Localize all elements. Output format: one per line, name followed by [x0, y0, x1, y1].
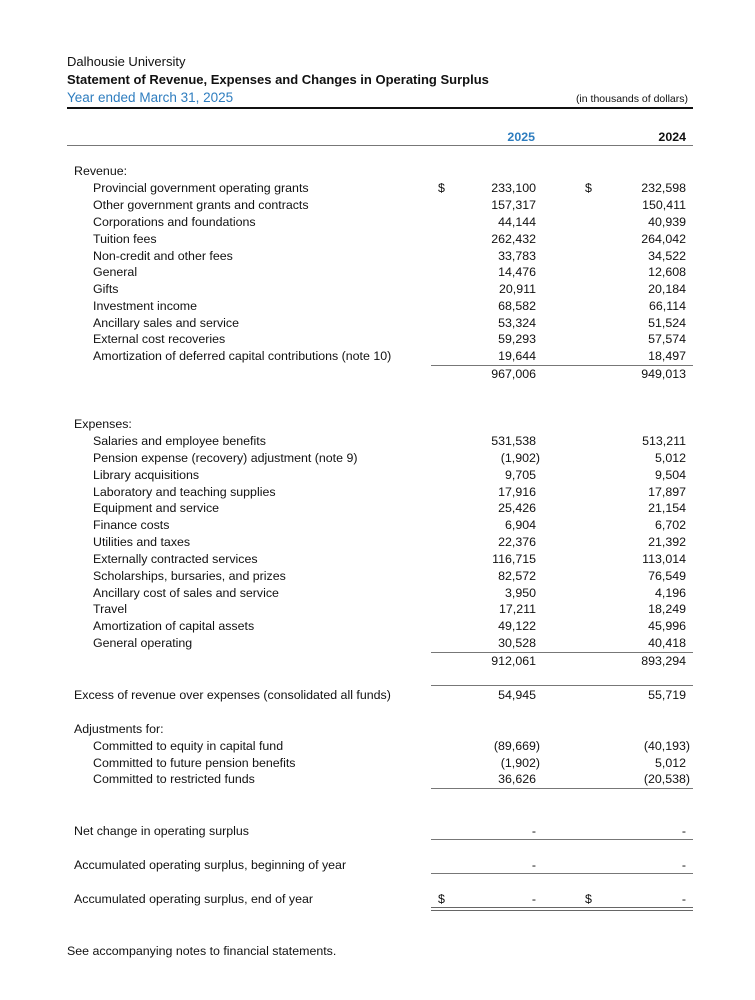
value-2024: 150,411	[642, 198, 686, 212]
row-label: Committed to equity in capital fund	[93, 739, 284, 753]
section-label: Expenses:	[74, 417, 132, 431]
currency-symbol: $	[585, 181, 592, 195]
table-row	[0, 215, 755, 232]
table-row	[0, 299, 755, 316]
table-row	[0, 535, 755, 552]
value-2025: 9,705	[504, 468, 536, 482]
row-label: Committed to future pension benefits	[93, 756, 296, 770]
table-row	[0, 602, 755, 619]
value-2025: 22,376	[498, 535, 536, 549]
value-2025: 59,293	[498, 332, 536, 346]
value-2024: 76,549	[648, 569, 686, 583]
value-2024: 4,196	[654, 586, 686, 600]
value-2024: 21,154	[648, 501, 686, 515]
excess-rule	[431, 685, 693, 686]
value-2024: -	[681, 824, 686, 838]
value-2024: 55,719	[648, 688, 686, 702]
table-row	[0, 349, 755, 366]
value-2024: (20,538)	[643, 772, 690, 786]
beginning-balance-rule	[431, 873, 693, 874]
value-2025: 49,122	[498, 619, 536, 633]
total-2024: 893,294	[641, 654, 686, 668]
value-2024: -	[681, 858, 686, 872]
value-2025: 53,324	[498, 316, 536, 330]
row-label: General	[93, 265, 138, 279]
value-2025: -	[531, 824, 536, 838]
table-row	[0, 518, 755, 535]
row-label: Ancillary cost of sales and service	[93, 586, 279, 600]
net-change-rule	[431, 839, 693, 840]
statement-title: Statement of Revenue, Expenses and Changes in Operating Surplus	[67, 72, 489, 87]
row-label: Amortization of deferred capital contributions (note 10)	[93, 349, 392, 363]
row-label: Accumulated operating surplus, end of year	[74, 892, 314, 906]
value-2025: 19,644	[498, 349, 536, 363]
value-2025: 54,945	[498, 688, 536, 702]
table-row	[0, 756, 755, 773]
value-2024: 18,249	[648, 602, 686, 616]
value-2025: -	[531, 892, 536, 906]
row-label: Accumulated operating surplus, beginning of year	[74, 858, 347, 872]
value-2025: 20,911	[499, 282, 536, 296]
row-label: General operating	[93, 636, 193, 650]
table-row	[0, 249, 755, 266]
subtotal-rule	[431, 652, 693, 653]
value-2025: 17,916	[498, 485, 536, 499]
value-2025: 30,528	[498, 636, 536, 650]
table-row	[0, 434, 755, 451]
value-2024: 5,012	[654, 451, 686, 465]
value-2024: 9,504	[654, 468, 686, 482]
row-label: Gifts	[93, 282, 119, 296]
value-2024: 34,522	[648, 249, 686, 263]
value-2025: 116,715	[492, 552, 536, 566]
value-2024: (40,193)	[643, 739, 690, 753]
row-label: Externally contracted services	[93, 552, 258, 566]
table-row	[0, 501, 755, 518]
units-note: (in thousands of dollars)	[575, 93, 688, 105]
row-label: Travel	[93, 602, 127, 616]
currency-symbol: $	[438, 892, 445, 906]
table-row	[0, 232, 755, 249]
value-2025: 3,950	[504, 586, 536, 600]
table-row	[0, 619, 755, 636]
value-2025: 262,432	[491, 232, 536, 246]
value-2025: 14,476	[498, 265, 536, 279]
value-2025: 25,426	[498, 501, 536, 515]
value-2024: 513,211	[642, 434, 686, 448]
row-label: Amortization of capital assets	[93, 619, 255, 633]
value-2025: 33,783	[498, 249, 536, 263]
currency-symbol: $	[585, 892, 592, 906]
value-2025: 82,572	[498, 569, 536, 583]
row-label: Tuition fees	[93, 232, 157, 246]
subtotal-rule	[431, 365, 693, 366]
table-row	[0, 569, 755, 586]
table-row	[0, 468, 755, 485]
value-2024: 40,939	[648, 215, 686, 229]
value-2025: 44,144	[498, 215, 536, 229]
value-2024: 17,897	[648, 485, 686, 499]
organization-name: Dalhousie University	[67, 54, 186, 69]
revenue-total-row	[0, 367, 755, 384]
value-2025: 233,100	[491, 181, 536, 195]
value-2025: 6,904	[504, 518, 536, 532]
value-2025: 68,582	[498, 299, 536, 313]
row-label: Committed to restricted funds	[93, 772, 255, 786]
statement-period: Year ended March 31, 2025	[67, 90, 234, 105]
total-2025: 967,006	[491, 367, 536, 381]
value-2025: (1,902)	[500, 756, 540, 770]
section-heading-expenses	[0, 417, 755, 434]
table-row	[0, 198, 755, 215]
row-label: Ancillary sales and service	[93, 316, 239, 330]
table-row	[0, 316, 755, 333]
table-row	[0, 586, 755, 603]
table-row	[0, 739, 755, 756]
section-label: Revenue:	[74, 164, 128, 178]
total-2024: 949,013	[641, 367, 686, 381]
value-2024: 57,574	[648, 332, 686, 346]
value-2024: 66,114	[649, 299, 686, 313]
total-2025: 912,061	[491, 654, 536, 668]
table-row	[0, 552, 755, 569]
value-2025: (89,669)	[493, 739, 540, 753]
table-row	[0, 181, 755, 198]
table-row	[0, 451, 755, 468]
row-label: Pension expense (recovery) adjustment (note 9)	[93, 451, 358, 465]
row-label: External cost recoveries	[93, 332, 226, 346]
value-2025: 36,626	[498, 772, 536, 786]
value-2025: 157,317	[491, 198, 536, 212]
row-label: Net change in operating surplus	[74, 824, 249, 838]
row-label: Other government grants and contracts	[93, 198, 309, 212]
row-label: Non-credit and other fees	[93, 249, 233, 263]
value-2025: (1,902)	[500, 451, 540, 465]
row-label: Investment income	[93, 299, 197, 313]
column-header-divider	[67, 145, 693, 146]
row-label: Excess of revenue over expenses (consolidated all funds)	[74, 688, 391, 702]
table-row	[0, 636, 755, 653]
section-heading-revenue	[0, 164, 755, 181]
row-label: Scholarships, bursaries, and prizes	[93, 569, 286, 583]
footer-note: See accompanying notes to financial statements.	[67, 944, 337, 958]
value-2024: 6,702	[654, 518, 686, 532]
section-heading-adjustments	[0, 722, 755, 739]
row-label: Library acquisitions	[93, 468, 200, 482]
value-2024: -	[681, 892, 686, 906]
table-row	[0, 772, 755, 789]
header-divider	[67, 107, 693, 109]
value-2025: 531,538	[491, 434, 536, 448]
value-2024: 5,012	[654, 756, 686, 770]
row-label: Corporations and foundations	[93, 215, 256, 229]
expenses-total-row	[0, 654, 755, 671]
section-label: Adjustments for:	[74, 722, 164, 736]
row-label: Laboratory and teaching supplies	[93, 485, 276, 499]
table-row	[0, 485, 755, 502]
value-2024: 264,042	[641, 232, 686, 246]
column-header-2025: 2025	[507, 130, 535, 144]
value-2025: -	[531, 858, 536, 872]
value-2024: 21,392	[648, 535, 686, 549]
table-row	[0, 332, 755, 349]
row-label: Finance costs	[93, 518, 170, 532]
value-2025: 17,211	[499, 602, 536, 616]
value-2024: 18,497	[648, 349, 686, 363]
table-row	[0, 265, 755, 282]
row-label: Utilities and taxes	[93, 535, 191, 549]
adjustments-rule	[431, 788, 693, 789]
row-label: Equipment and service	[93, 501, 220, 515]
column-header-2024: 2024	[658, 130, 686, 144]
value-2024: 20,184	[648, 282, 686, 296]
value-2024: 51,524	[648, 316, 686, 330]
value-2024: 12,608	[648, 265, 686, 279]
value-2024: 232,598	[641, 181, 686, 195]
value-2024: 113,014	[642, 552, 686, 566]
excess-row	[0, 688, 755, 705]
value-2024: 45,996	[648, 619, 686, 633]
row-label: Salaries and employee benefits	[93, 434, 266, 448]
value-2024: 40,418	[648, 636, 686, 650]
row-label: Provincial government operating grants	[93, 181, 309, 195]
ending-balance-double-rule	[431, 907, 693, 911]
table-row	[0, 282, 755, 299]
currency-symbol: $	[438, 181, 445, 195]
